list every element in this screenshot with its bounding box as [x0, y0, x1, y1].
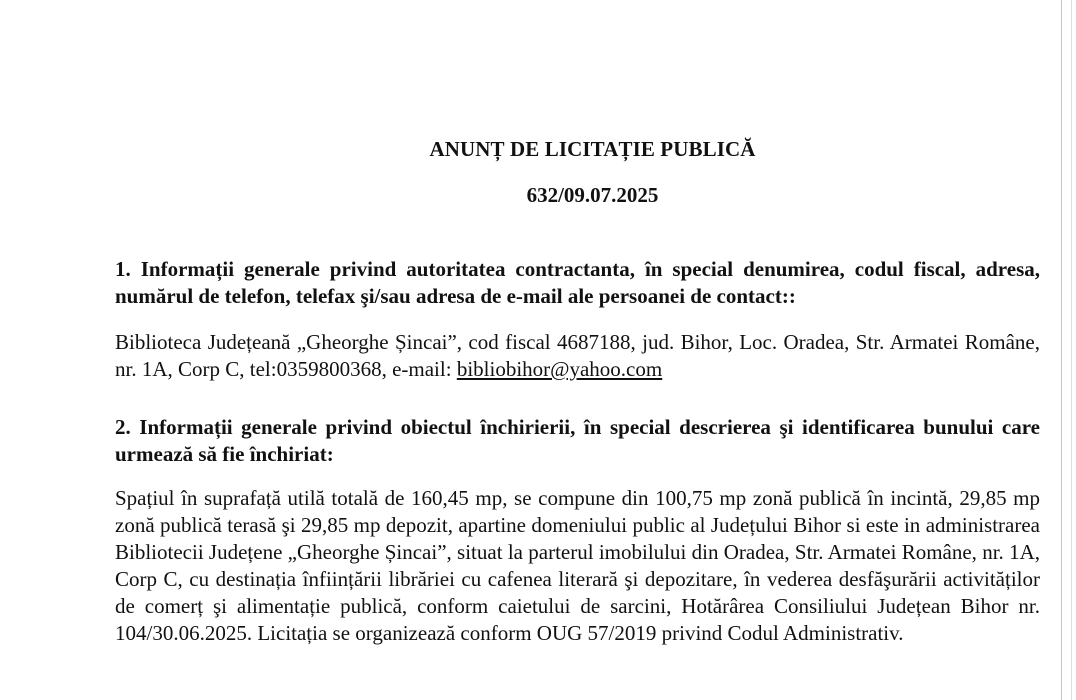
contact-email-link[interactable]: bibliobihor@yahoo.com — [456, 357, 663, 381]
document-title: ANUNȚ DE LICITAȚIE PUBLICĂ — [429, 137, 756, 161]
page-edge-line — [1061, 0, 1062, 700]
announcement-number: 632/09.07.2025 — [526, 183, 659, 207]
section-1-contact-text: Biblioteca Județeană „Gheorghe Șincai”, cod fiscal 4687188, jud. Bihor, Loc. Oradea, Str. Armatei Române, nr. 1A, Corp C, tel:0359800368, e-mail: — [115, 330, 1040, 381]
section-2-body: Spațiul în suprafață utilă totală de 160,45 mp, se compune din 100,75 mp zonă publică în incintă, 29,85 mp zonă publică terasă şi 29,85 mp depozit, apartine domeniului public al Județului Bihor si este in administrarea Bibliotecii Județene „Gheorghe Șincai”, situat la parterul imobilului din Oradea, Str. Armatei Române, nr. 1A, Corp C, cu destinația înființării librăriei cu cafenea literară şi depozitare, în vederea desfăşurării activităților de comerț şi alimentație publică, conform caietului de sarcini, Hotărârea Consiliului Județean Bihor nr. 104/30.06.2025. Licitația se organizează conform OUG 57/2019 privind Codul Administrativ. — [115, 486, 1040, 645]
section-2-heading: 2. Informații generale privind obiectul închirierii, în special descrierea şi identificarea bunului care urmează să fie închiriat: — [115, 415, 1040, 466]
section-1-body — [115, 329, 1040, 383]
section-1-heading: 1. Informații generale privind autoritatea contractanta, în special denumirea, codul fiscal, adresa, numărul de telefon, telefax şi/sau adresa de e-mail ale persoanei de contact:: — [115, 257, 1040, 308]
page-edge-line-outer — [1071, 0, 1072, 700]
